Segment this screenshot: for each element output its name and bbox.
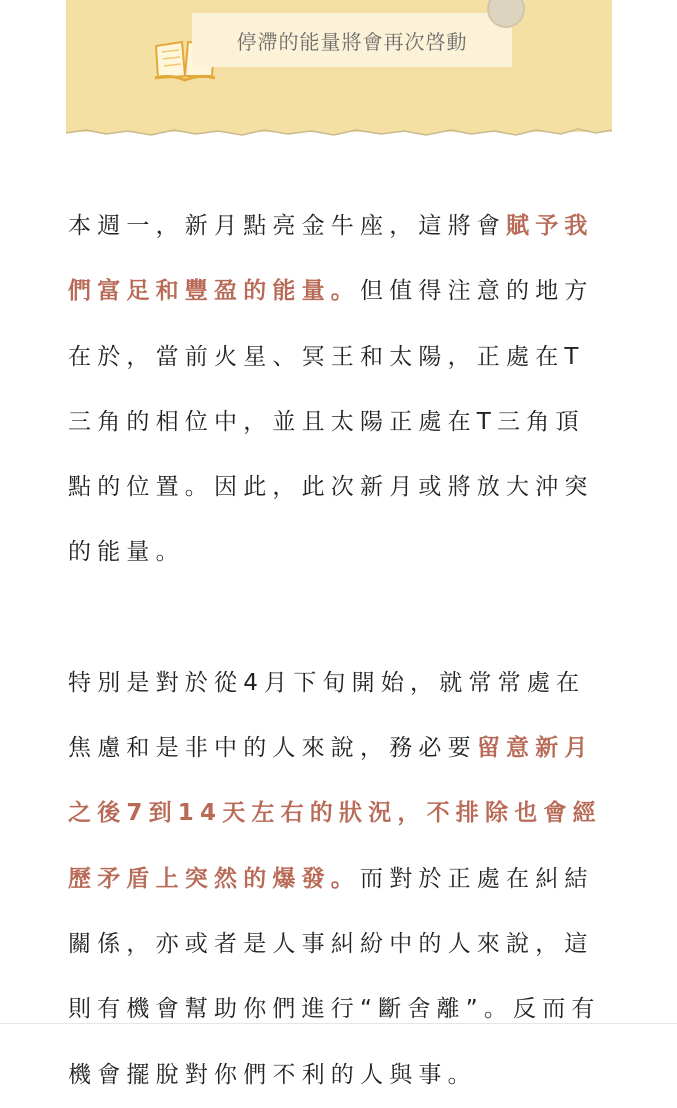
highlight-text: 留意新月之後7到14天左右的狀況，不排除也會經歷矛盾上突然的爆發。 bbox=[68, 735, 602, 892]
banner-title: 停滯的能量將會再次啓動 bbox=[236, 29, 468, 54]
text-segment: 特別是對於從4月下旬開始，就常常處在焦慮和是非中的人來說，務必要 bbox=[68, 669, 586, 762]
highlight-text: 賦予我們富足和豐盈的能量。 bbox=[68, 213, 594, 305]
paragraph-1 bbox=[68, 194, 608, 586]
text-segment: 而對於正處在糾結關係，亦或者是人事糾紛中的人來說，這則有機會幫助你們進行“斷舍離”。反而有機會擺脫對你們不利的人與事。 bbox=[68, 865, 601, 1088]
text-segment: 但值得注意的地方在於，當前火星、冥王和太陽，正處在T三角的相位中，並且太陽正處在T三角頂點的位置。因此，此次新月或將放大沖突的能量。 bbox=[68, 278, 594, 566]
paragraph-2 bbox=[68, 651, 608, 1108]
article-body bbox=[68, 194, 608, 1108]
torn-paper-edge bbox=[66, 124, 612, 138]
banner-title-box bbox=[192, 13, 512, 67]
text-segment: 本週一，新月點亮金牛座，這將會 bbox=[68, 213, 506, 239]
header-banner bbox=[66, 0, 612, 132]
